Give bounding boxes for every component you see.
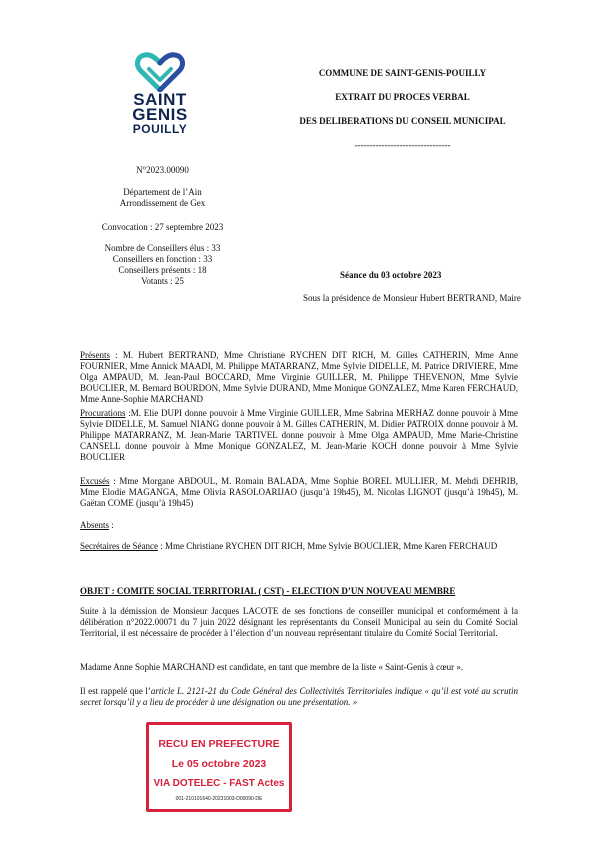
count-votants: Votants : 25	[141, 276, 184, 286]
heart-logo-icon	[135, 52, 185, 92]
document-header	[275, 68, 530, 164]
objet-label: OBJET	[80, 586, 110, 596]
paragraph-1: Suite à la démission de Monsieur Jacques LACOTE de ses fonctions de conseiller municipal et conformément à la délibération n°2022.00071 du 7 juin 2022 désignant les représentants du Conseil Municipal au sein du Comité Social Territorial, il est nécessaire de procéder à l’élection d’un nouveau représentant titulaire du Comité Social Territorial.	[80, 606, 518, 638]
convocation-date: Convocation : 27 septembre 2023	[101, 222, 224, 232]
stamp-line2: Le 05 octobre 2023	[171, 758, 267, 770]
excuses-label: Excusés	[80, 476, 110, 486]
stamp-line4: 001-210101640-20231003-D00090-DE	[175, 796, 263, 802]
procurations-text: :M. Elie DUPI donne pouvoir à Mme Virginie GUILLER, Mme Sabrina MERHAZ donne pouvoir à Mme Sylvie DIDELLE, M. Samuel NIANG donne pouvoir à M. Gilles CATHERIN, M. Didier PATROIX donne pouvoir à M. Philippe MATARRANZ, M. Jean-Marie TARTIVEL donne pouvoir à Mme Olga AMPAUD, Mme Marie-Christine CANSELL donne pouvoir à Mme Monique GONZALEZ, M. Jean-Marie KOCH donne pouvoir à Mme Sylvie BOUCLIER	[80, 408, 518, 462]
count-elus: Nombre de Conseillers élus : 33	[104, 243, 221, 253]
presidence: Sous la présidence de Monsieur Hubert BERTRAND, Maire	[303, 293, 521, 303]
presents-text: : M. Hubert BERTRAND, Mme Christiane RYCHEN DIT RICH, M. Gilles CATHERIN, Mme Anne FOURNIER, Mme Annick MAADI, M. Philippe MATARRANZ, Mme Sylvie DIDELLE, M. Patrice DRIVIERE, Mme Olga AMPAUD, M. Jean-Paul BOCCARD, Mme Virginie GUILLER, M. Philippe THEVENON, Mme Sylvie BOUCLIER, M. Bernard BOURDON, Mme Sylvie DURAND, Mme Monique GONZALEZ, Mme Karen FERCHAUD, Mme Anne-Sophie MARCHAND	[80, 350, 518, 404]
council-counts	[80, 243, 245, 287]
excuses-text: : Mme Morgane ABDOUL, M. Romain BALADA, Mme Sophie BOREL MULLIER, M. Mehdi DEHRIB, Mme Elodie MAGANGA, Mme Olivia RASOLOARIJAO (jusqu’à 19h45), M. Nicolas LIGNOT (jusqu’à 19h45), M. Gaëtan COME (jusqu’à 19h45)	[80, 476, 518, 508]
logo-line2: GENIS	[132, 105, 188, 124]
logo-line3: POUILLY	[132, 122, 188, 136]
count-presents: Conseillers présents : 18	[118, 265, 207, 275]
commune-name: COMMUNE DE SAINT-GENIS-POUILLY	[318, 68, 487, 78]
presents-paragraph	[80, 350, 518, 405]
header-rule: --------------------------------	[354, 140, 451, 150]
paragraph-2: Madame Anne Sophie MARCHAND est candidate, en tant que membre de la liste « Saint-Genis à cœur ».	[80, 662, 464, 672]
arrondissement: Arrondissement de Gex	[119, 198, 206, 208]
seance-date: Séance du 03 octobre 2023	[340, 270, 442, 280]
count-fonction: Conseillers en fonction : 33	[112, 254, 213, 264]
absents-text: :	[109, 520, 114, 530]
objet-line	[80, 586, 518, 597]
logo-wordmark	[120, 92, 200, 137]
secretaires-label: Secrétaires de Séance	[80, 541, 158, 551]
excuses-paragraph	[80, 476, 518, 509]
paragraph-3-start: Il est rappelé que l’	[80, 686, 151, 696]
department: Département de l’Ain	[123, 187, 202, 197]
prefecture-stamp	[146, 722, 292, 812]
absents-paragraph	[80, 520, 518, 531]
stamp-line1: RECU EN PREFECTURE	[158, 738, 280, 750]
extrait-title: EXTRAIT DU PROCES VERBAL	[335, 92, 470, 102]
procurations-label: Procurations	[80, 408, 126, 418]
deliberation-number: N°2023.00090	[136, 165, 189, 175]
logo-line1: SAINT	[133, 90, 187, 109]
paragraph-3-italic: article L. 2121-21 du Code Général des Collectivités Territoriales indique « qu’il est voté au scrutin secret lorsqu’il y a lieu de procéder à une désignation ou une présentation. »	[80, 686, 518, 707]
objet-text: : COMITE SOCIAL TERRITORIAL ( CST) - ELECTION D’UN NOUVEAU MEMBRE	[109, 586, 456, 596]
deliberations-title: DES DELIBERATIONS DU CONSEIL MUNICIPAL	[299, 116, 506, 126]
department-block	[80, 187, 245, 209]
secretaires-text: : Mme Christiane RYCHEN DIT RICH, Mme Sylvie BOUCLIER, Mme Karen FERCHAUD	[157, 541, 498, 551]
stamp-line3: VIA DOTELEC - FAST Actes	[153, 778, 285, 789]
paragraph-3	[80, 686, 518, 708]
commune-logo	[120, 52, 200, 137]
absents-label: Absents	[80, 520, 109, 530]
presents-label: Présents	[80, 350, 110, 360]
secretaires-paragraph	[80, 541, 518, 552]
procurations-paragraph	[80, 408, 518, 463]
